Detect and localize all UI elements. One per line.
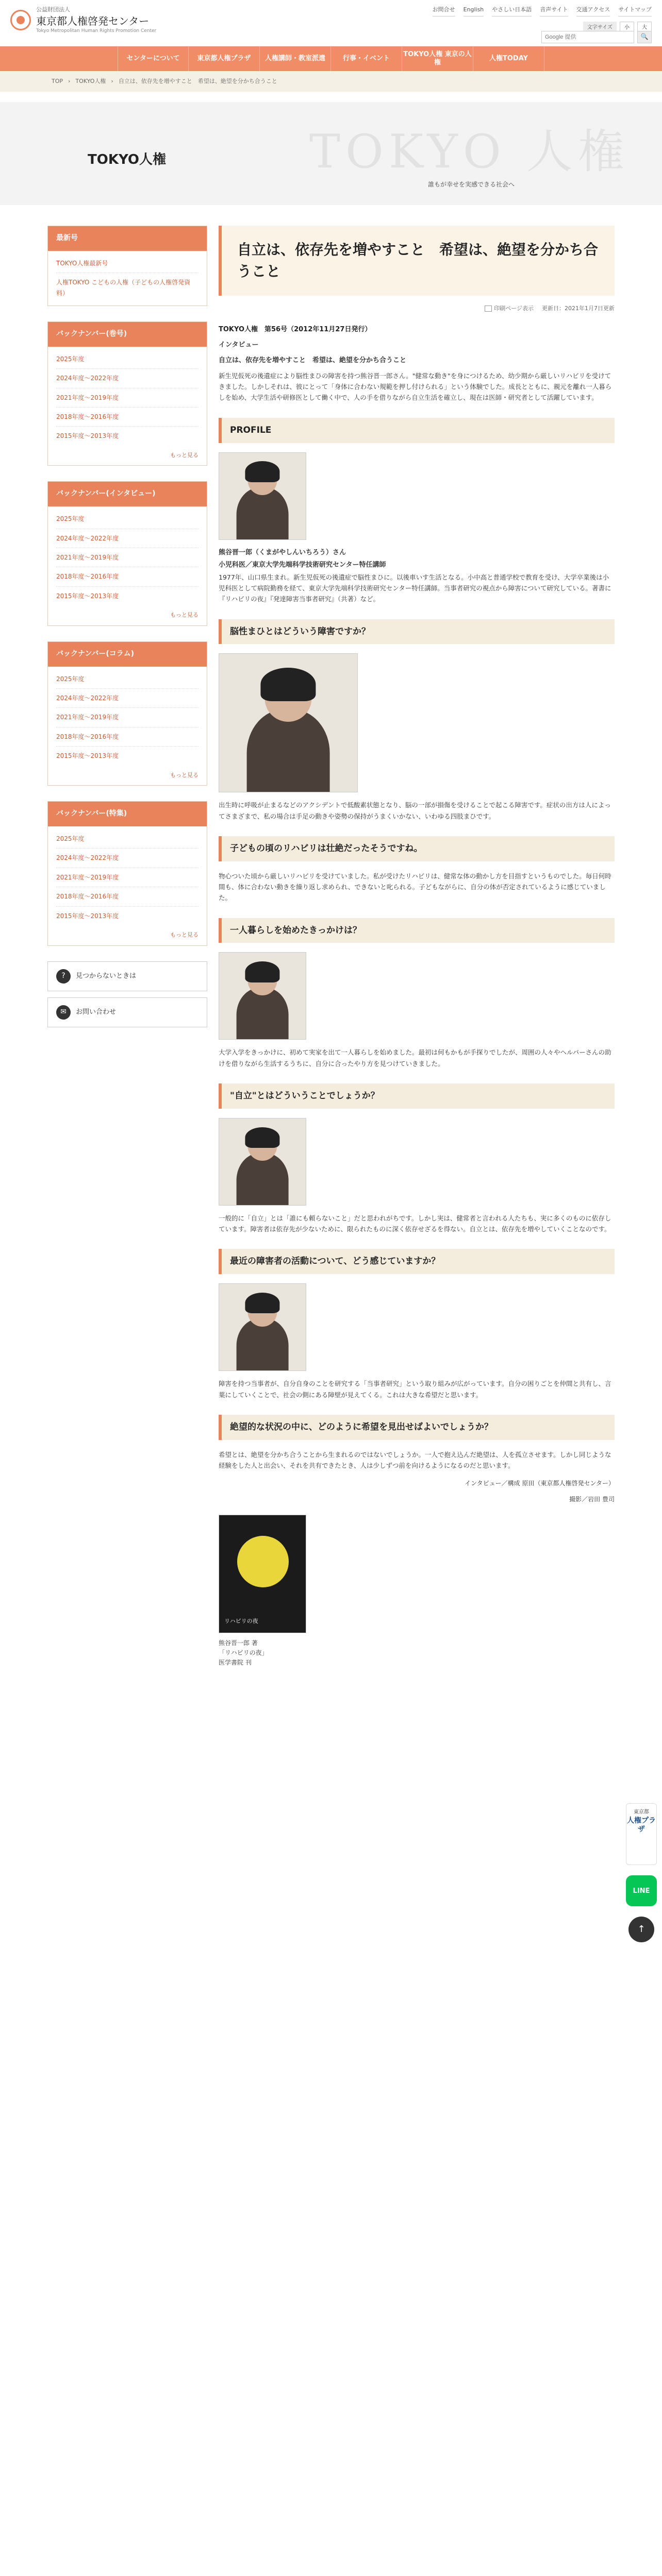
print-link[interactable]: 印刷ページ表示 xyxy=(485,304,534,314)
utility-access[interactable]: 交通アクセス xyxy=(576,5,610,16)
site-header xyxy=(0,0,662,46)
lead-text: 新生児仮死の後遺症により脳性まひの障害を持つ熊谷晋一郎さん。"健常な動き"を身につけるため、幼少期から厳しいリハビリを受けてきました。しかしそれは、彼にとって「身体に合わない規範を押し付けられる」という体験でした。成長とともに、親元を離れ一人暮らしを始め、大学生活や研修医として働く中で、人の手を借りながら自立生活を確立し、現在は医師・研究者として活躍しています。 xyxy=(219,371,612,402)
book-caption: 熊谷晋一郎 著 「リハビリの夜」 医学書院 刊 xyxy=(219,1639,268,1667)
print-icon xyxy=(485,306,492,312)
contact-label: お問い合わせ xyxy=(76,1008,117,1016)
faq-label: 見つからないときは xyxy=(76,972,137,980)
sidebar-link[interactable]: 2021年度〜2019年度 xyxy=(56,388,198,408)
sidebar-link[interactable]: TOKYO人権最新号 xyxy=(56,254,198,273)
page-banner xyxy=(0,102,662,205)
answer-text: 一般的に「自立」とは「誰にも頼らないこと」だと思われがちです。しかし実は、健常者と言われる人たちも、実に多くのものに依存しています。障害者は依存先が少ないために、限られたものに深く依存せざるを得ない。自立とは、依存先を増やしていくことなのです。 xyxy=(219,1214,611,1233)
banner-title: TOKYO人権 xyxy=(88,152,166,167)
font-size-small-button[interactable]: 小 xyxy=(620,22,634,33)
sidebar-link[interactable]: 2015年度〜2013年度 xyxy=(56,432,119,440)
search-icon[interactable]: 🔍 xyxy=(637,31,652,43)
nav-events[interactable]: 行事・イベント xyxy=(331,46,402,71)
banner-decoration: TOKYO 人権 xyxy=(309,125,630,179)
more-link[interactable]: もっと見る xyxy=(170,931,198,939)
font-size-label: 文字サイズ xyxy=(583,22,617,33)
sidebar-link[interactable]: 2018年度〜2016年度 xyxy=(56,567,198,586)
nav-jinken-today[interactable]: 人権TODAY xyxy=(473,46,544,71)
sidebar-link[interactable]: 2021年度〜2019年度 xyxy=(56,548,198,567)
answer-text: 物心ついた頃から厳しいリハビリを受けていました。私が受けたリハビリは、健常な体の動かし方を目指すというものでした。毎日何時間も、体に合わない動きを繰り返し求められ、できないと叱られる。子どもながらに、自分の体が否定されているように感じていました。 xyxy=(219,872,611,902)
sidebar-back3-title: バックナンバー(コラム) xyxy=(48,642,207,667)
profile-text: 1977年、山口県生まれ。新生児仮死の後遺症で脳性まひに。以後車いす生活となる。小中高と普通学校で教育を受け、大学卒業後は小児科医として病院勤務を経て、東京大学先端科学技術研究センター特任講師。当事者研究の視点から障害について研究している。著書に『リハビリの夜』『発達障害当事者研究』（共著）など。 xyxy=(219,573,611,603)
content-wrap xyxy=(47,226,615,1668)
interview-photo xyxy=(219,1283,306,1371)
sidebar-link[interactable]: 2024年度〜2022年度 xyxy=(56,369,198,388)
answer-text: 障害を持つ当事者が、自分自身のことを研究する「当事者研究」という取り組みが広がっています。自分の困りごとを仲間と共有し、言葉にしていくことで、社会の側にある障壁が見えてくる。これは大きな希望だと思います。 xyxy=(219,1380,611,1399)
sidebar-link[interactable]: 2021年度〜2019年度 xyxy=(56,868,198,887)
sidebar-back2-title: バックナンバー(インタビュー) xyxy=(48,482,207,506)
interview-photo xyxy=(219,653,358,792)
question-heading: "自立"とはどういうことでしょうか？ xyxy=(219,1083,615,1109)
answer-text: 大学入学をきっかけに、初めて実家を出て一人暮らしを始めました。最初は何もかもが手探りでしたが、周囲の人々やヘルパーさんの助けを借りながら生活するうちに、自分に合ったやり方を見つけていきました。 xyxy=(219,1048,611,1067)
site-search xyxy=(541,31,652,43)
sidebar-latest xyxy=(47,226,207,306)
logo-org-type: 公益財団法人 xyxy=(36,6,70,13)
sidebar-link[interactable]: 2025年度 xyxy=(56,829,198,849)
mail-icon: ✉ xyxy=(56,1005,71,1020)
utility-nav xyxy=(433,5,652,16)
nav-about[interactable]: センターについて xyxy=(118,46,189,71)
article-header xyxy=(219,226,615,296)
breadcrumb: TOP › TOKYO人権 › 自立は、依存先を増やすこと 希望は、絶望を分かち合うこと xyxy=(0,71,662,92)
logo-english: Tokyo Metropolitan Human Rights Promotion Center xyxy=(36,28,157,33)
page-title: 自立は、依存先を増やすこと 希望は、絶望を分かち合うこと xyxy=(237,241,599,280)
utility-sitemap[interactable]: サイトマップ xyxy=(618,5,652,16)
sidebar-link[interactable]: 2015年度〜2013年度 xyxy=(56,752,119,760)
logo-name: 東京都人権啓発センター xyxy=(36,14,150,27)
utility-voice[interactable]: 音声サイト xyxy=(540,5,568,16)
nav-lecturer[interactable]: 人権講師・教室派遣 xyxy=(260,46,331,71)
breadcrumb-current: 自立は、依存先を増やすこと 希望は、絶望を分かち合うこと xyxy=(118,77,277,84)
more-link[interactable]: もっと見る xyxy=(170,771,198,778)
more-link[interactable]: もっと見る xyxy=(170,612,198,619)
sidebar-back4-title: バックナンバー(特集) xyxy=(48,802,207,826)
sidebar-link[interactable]: 人権TOKYO こどもの人権（子どもの人権啓発資料） xyxy=(56,279,191,297)
answer-text: 出生時に呼吸が止まるなどのアクシデントで低酸素状態となり、脳の一部が損傷を受けることで起こる障害です。症状の出方は人によってさまざまで、私の場合は手足の動きや姿勢の保持がうまくいかない、いわゆる四肢まひです。 xyxy=(219,801,611,820)
nav-plaza[interactable]: 東京都人権プラザ xyxy=(189,46,260,71)
lead-title: 自立は、依存先を増やすこと 希望は、絶望を分かち合うこと xyxy=(219,356,407,364)
sidebar-back1-title: バックナンバー(巻号) xyxy=(48,322,207,347)
breadcrumb-tokyo-jinken[interactable]: TOKYO人権 xyxy=(75,77,106,84)
sidebar xyxy=(47,226,207,1668)
photo-credit: 撮影／岩田 豊司 xyxy=(569,1495,615,1503)
utility-easy-japanese[interactable]: やさしい日本語 xyxy=(492,5,532,16)
question-heading: 子どもの頃のリハビリは壮絶だったそうですね。 xyxy=(219,836,615,861)
sidebar-link[interactable]: 2015年度〜2013年度 xyxy=(56,592,119,600)
book-cover-title: リハビリの夜 xyxy=(224,1618,258,1625)
sidebar-link[interactable]: 2018年度〜2016年度 xyxy=(56,727,198,747)
sidebar-backnumber-issue xyxy=(47,321,207,466)
font-size-large-button[interactable]: 大 xyxy=(637,22,652,33)
site-logo[interactable] xyxy=(10,5,156,35)
sidebar-backnumber-column xyxy=(47,641,207,786)
updated-date: 更新日：2021年1月7日更新 xyxy=(542,305,615,312)
back-to-top-icon[interactable]: ↑ xyxy=(628,1917,654,1942)
sidebar-backnumber-feature xyxy=(47,801,207,945)
issue-label: TOKYO人権 第56号（2012年11月27日発行） xyxy=(219,325,372,333)
sidebar-link[interactable]: 2024年度〜2022年度 xyxy=(56,529,198,548)
book-cover xyxy=(219,1515,306,1633)
question-heading: 最近の障害者の活動について、どう感じていますか？ xyxy=(219,1249,615,1274)
utility-contact[interactable]: お問合せ xyxy=(433,5,455,16)
sidebar-link[interactable]: 2025年度 xyxy=(56,350,198,369)
logo-mark-icon xyxy=(10,10,31,30)
sidebar-link[interactable]: 2024年度〜2022年度 xyxy=(56,689,198,708)
nav-tokyo-jinken[interactable]: TOKYO人権 東京の人権 xyxy=(402,46,473,71)
sidebar-link[interactable]: 2024年度〜2022年度 xyxy=(56,849,198,868)
sidebar-backnumber-interview xyxy=(47,481,207,625)
sidebar-link[interactable]: 2025年度 xyxy=(56,670,198,689)
search-input[interactable] xyxy=(541,31,634,43)
profile-photo xyxy=(219,452,306,540)
profile-name: 熊谷晋一郎（くまがやしんいちろう）さん xyxy=(219,548,346,556)
sidebar-link[interactable]: 2015年度〜2013年度 xyxy=(56,912,119,920)
article xyxy=(219,226,615,1668)
interview-photo xyxy=(219,1118,306,1206)
question-icon: ? xyxy=(56,969,71,984)
global-nav xyxy=(0,46,662,71)
sidebar-link[interactable]: 2018年度〜2016年度 xyxy=(56,408,198,427)
profile-heading: PROFILE xyxy=(219,418,615,443)
question-heading: 絶望的な状況の中に、どのように希望を見出せばよいでしょうか？ xyxy=(219,1415,615,1440)
question-heading: 一人暮らしを始めたきっかけは？ xyxy=(219,918,615,943)
faq-button[interactable] xyxy=(47,961,207,991)
answer-text: 希望とは、絶望を分かち合うことから生まれるのではないでしょうか。一人で抱え込んだ絶望は、人を孤立させます。しかし同じような経験をした人と出会い、それを共有できたとき、人は少しずつ前を向けるようになるのだと思います。 xyxy=(219,1450,611,1469)
credit: インタビュー／構成 原田（東京都人権啓発センター） xyxy=(465,1480,615,1487)
sidebar-link[interactable]: 2018年度〜2016年度 xyxy=(56,887,198,906)
interview-photo xyxy=(219,952,306,1040)
more-link[interactable]: もっと見る xyxy=(170,451,198,459)
utility-english[interactable]: English xyxy=(464,5,484,16)
plaza-float-button[interactable]: 東京都 人権プラザ xyxy=(626,1803,657,1865)
contact-button[interactable] xyxy=(47,997,207,1027)
line-button[interactable]: LINE xyxy=(626,1875,657,1906)
article-meta xyxy=(219,304,615,314)
banner-subtitle: 誰もが幸せを実感できる社会へ xyxy=(428,181,515,188)
sidebar-link[interactable]: 2025年度 xyxy=(56,510,198,529)
sidebar-latest-title: 最新号 xyxy=(48,226,207,251)
section-label: インタビュー xyxy=(219,341,259,349)
question-heading: 脳性まひとはどういう障害ですか？ xyxy=(219,619,615,645)
breadcrumb-top[interactable]: TOP xyxy=(52,77,63,84)
profile-role: 小児科医／東京大学先端科学技術研究センター特任講師 xyxy=(219,561,386,569)
sidebar-link[interactable]: 2021年度〜2019年度 xyxy=(56,708,198,727)
